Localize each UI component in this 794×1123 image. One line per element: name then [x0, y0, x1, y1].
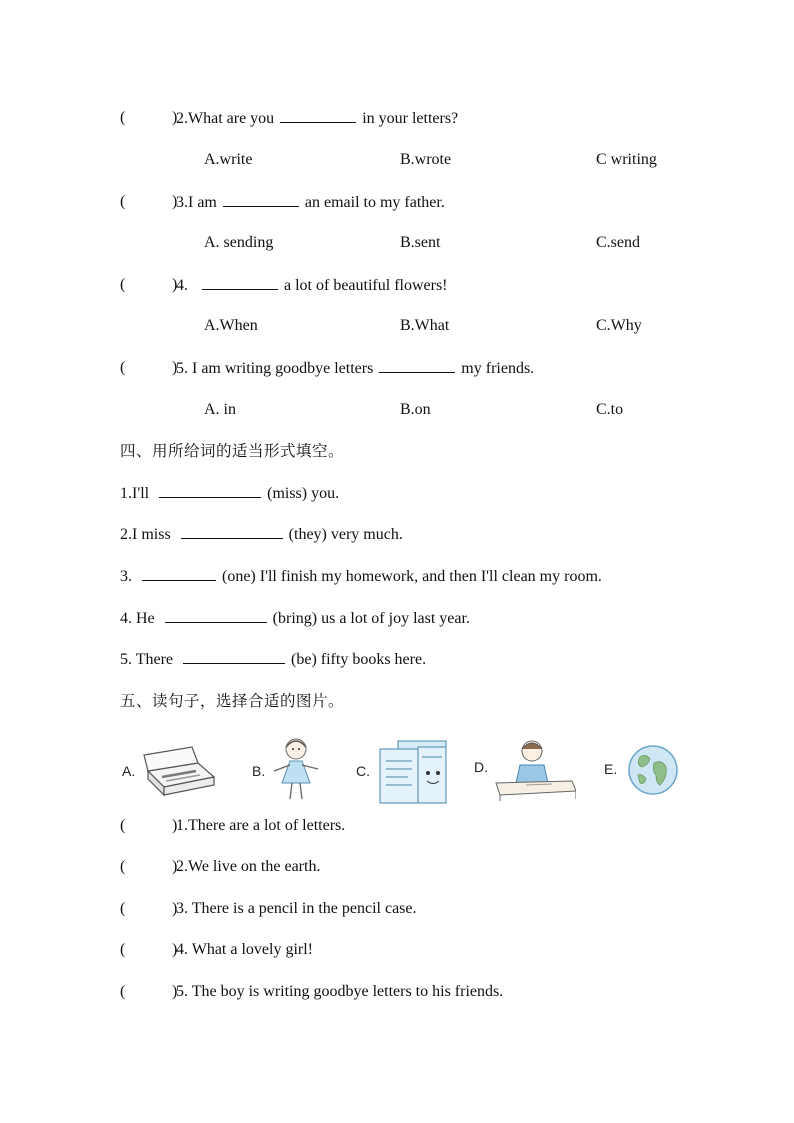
answer-paren-open: (: [120, 109, 126, 126]
answer-paren-open: (: [120, 193, 126, 210]
picture-label: E.: [604, 761, 618, 777]
picture-label: D.: [474, 759, 488, 775]
option-b: B.sent: [400, 234, 441, 251]
option-c: C.Why: [596, 317, 642, 334]
fill-item-prefix: 3.: [120, 568, 132, 585]
fill-item-3: [120, 566, 602, 587]
section-4-heading: 四、用所给词的适当形式填空。: [120, 442, 345, 460]
fill-blank[interactable]: [183, 649, 285, 664]
question-text-after: in your letters?: [362, 110, 459, 127]
answer-paren-open: (: [120, 900, 126, 917]
answer-blank[interactable]: [202, 275, 278, 290]
fill-item-prefix: 5. There: [120, 651, 174, 668]
letters-icon: [378, 739, 450, 805]
answer-paren-close: ): [172, 858, 178, 875]
sentence-text: 5. The boy is writing goodbye letters to his friends.: [176, 983, 504, 1000]
question-text-before: I am: [188, 194, 217, 211]
answer-paren-open: (: [120, 817, 126, 834]
picture-e: [600, 735, 680, 805]
answer-paren-close: ): [172, 817, 178, 834]
fill-blank[interactable]: [159, 483, 261, 498]
answer-paren-close: ): [172, 359, 178, 376]
pencil-case-icon: [142, 741, 218, 801]
fill-item-prefix: 1.I'll: [120, 485, 150, 502]
fill-item-2: [120, 524, 403, 545]
answer-paren-open: (: [120, 359, 126, 376]
answer-paren-open: (: [120, 276, 126, 293]
option-b: B.on: [400, 401, 431, 418]
option-a: A.When: [204, 317, 258, 334]
fill-blank[interactable]: [142, 566, 216, 581]
fill-item-4: [120, 608, 470, 629]
question-text-before: I am writing goodbye letters: [188, 360, 374, 377]
girl-icon: [268, 735, 324, 805]
question-number: 5.: [176, 360, 188, 377]
picture-d: [472, 735, 576, 805]
picture-c: [354, 735, 450, 805]
answer-blank[interactable]: [223, 192, 299, 207]
picture-a: [120, 735, 218, 805]
sentence-text: 4. What a lovely girl!: [176, 941, 313, 958]
answer-blank[interactable]: [280, 108, 356, 123]
question-text-after: an email to my father.: [304, 194, 445, 211]
answer-paren-close: ): [172, 193, 178, 210]
question-number: 4.: [176, 277, 188, 294]
question-number: 3.: [176, 194, 188, 211]
fill-blank[interactable]: [181, 524, 283, 539]
picture-label: A.: [122, 763, 136, 779]
fill-item-hint: (one) I'll finish my homework, and then I'll clean my room.: [222, 568, 602, 585]
answer-paren-open: (: [120, 858, 126, 875]
fill-item-hint: (they) very much.: [288, 526, 403, 543]
fill-item-hint: (miss) you.: [267, 485, 340, 502]
answer-paren-close: ): [172, 109, 178, 126]
question-text-after: a lot of beautiful flowers!: [284, 277, 448, 294]
option-c: C.send: [596, 234, 640, 251]
option-a: A. in: [204, 401, 236, 418]
answer-paren-open: (: [120, 941, 126, 958]
fill-item-1: [120, 483, 339, 504]
fill-item-5: [120, 649, 426, 670]
boy-writing-icon: [492, 737, 576, 803]
answer-paren-close: ): [172, 900, 178, 917]
answer-paren-open: (: [120, 983, 126, 1000]
question-text-before: What are you: [188, 110, 275, 127]
sentence-text: 1.There are a lot of letters.: [176, 817, 346, 834]
fill-item-prefix: 2.I miss: [120, 526, 171, 543]
answer-paren-close: ): [172, 941, 178, 958]
option-c: C writing: [596, 151, 657, 168]
option-b: B.What: [400, 317, 450, 334]
answer-paren-close: ): [172, 983, 178, 1000]
fill-item-prefix: 4. He: [120, 610, 155, 627]
picture-label: B.: [252, 763, 266, 779]
option-c: C.to: [596, 401, 624, 418]
question-number: 2.: [176, 110, 188, 127]
sentence-text: 3. There is a pencil in the pencil case.: [176, 900, 417, 917]
sentence-text: 2.We live on the earth.: [176, 858, 321, 875]
option-b: B.wrote: [400, 151, 452, 168]
fill-item-hint: (bring) us a lot of joy last year.: [272, 610, 470, 627]
earth-icon: [626, 743, 680, 797]
picture-b: [250, 735, 320, 805]
question-text-after: my friends.: [461, 360, 535, 377]
option-a: A. sending: [204, 234, 274, 251]
option-a: A.write: [204, 151, 253, 168]
answer-paren-close: ): [172, 276, 178, 293]
section-5-heading: 五、读句子，选择合适的图片。: [120, 692, 345, 710]
fill-item-hint: (be) fifty books here.: [291, 651, 427, 668]
answer-blank[interactable]: [379, 358, 455, 373]
picture-label: C.: [356, 763, 370, 779]
fill-blank[interactable]: [165, 608, 267, 623]
